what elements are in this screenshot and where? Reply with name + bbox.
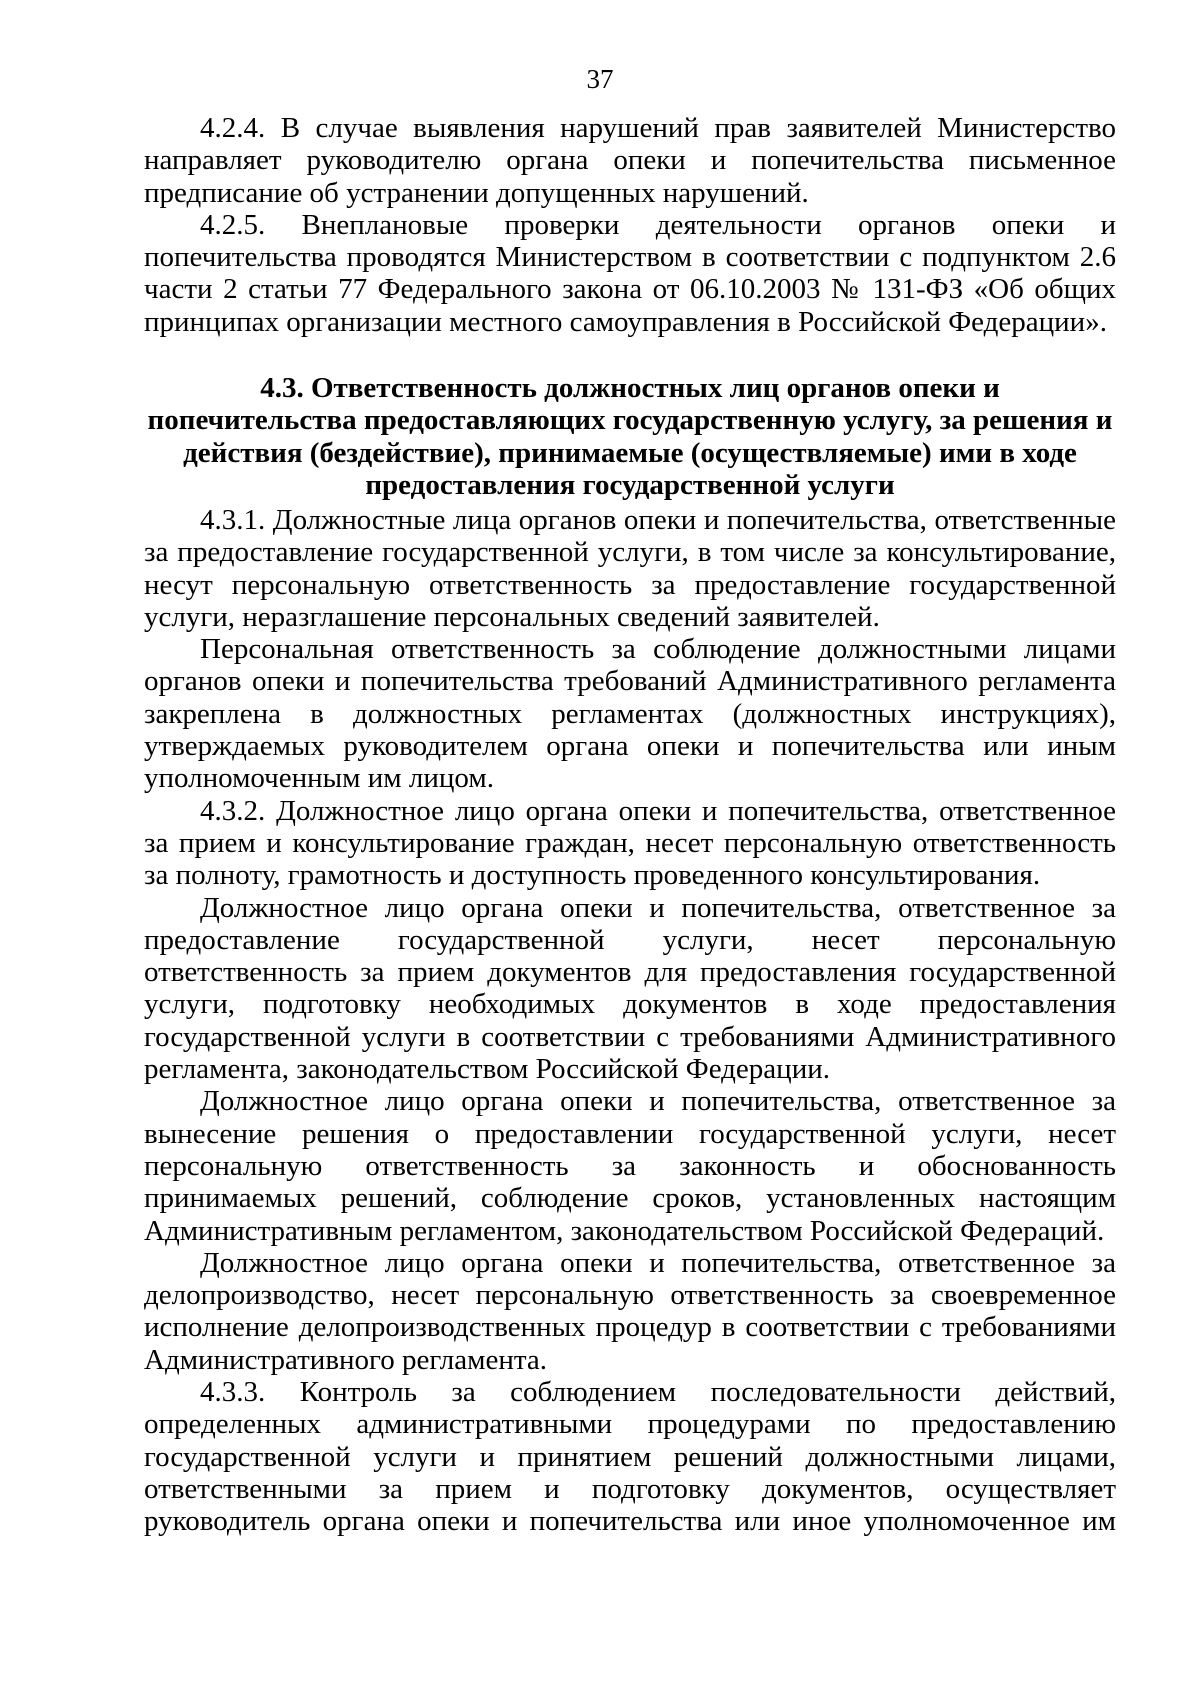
paragraph-4-2-5: 4.2.5. Внеплановые проверки деятельности органов опеки и попечительства проводятся Министерством в соответствии с подпунктом 2.6 части 2 статьи 77 Федерального закона от 06.10.2003 № 131-ФЗ «Об общих принципах организации местного самоуправления в Российской Федерации». xyxy=(144,208,1116,338)
page-number: 37 xyxy=(586,64,614,94)
paragraph-decision-making: Должностное лицо органа опеки и попечительства, ответственное за вынесение решения о предоставлении государственной услуги, несет персональную ответственность за законность и обоснованность принимаемых решений, соблюдение сроков, установленных настоящим Административным регламентом, законодательством Российской Федераций. xyxy=(144,1085,1116,1247)
paragraph-record-keeping: Должностное лицо органа опеки и попечительства, ответственное за делопроизводство, несет персональную ответственность за своевременное исполнение делопроизводственных процедур в соответствии с требованиями Административного регламента. xyxy=(144,1246,1116,1376)
section-4-2-text xyxy=(144,112,1116,338)
paragraph-4-3-3: 4.3.3. Контроль за соблюдением последовательности действий, определенных административными процедурами по предоставлению государственной услуги и принятием решений должностными лицами, ответственными за прием и подготовку документов, осуществляет руководитель органа опеки и попечительства или иное уполномоченное им xyxy=(144,1376,1116,1538)
heading-line: 4.3. Ответственность должностных лиц органов опеки и xyxy=(260,372,1000,404)
paragraph-document-intake: Должностное лицо органа опеки и попечительства, ответственное за предоставление государственной услуги, несет персональную ответственность за прием документов для предоставления государственной услуги, подготовку необходимых документов в ходе предоставления государственной услуги в соответствии с требованиями Административного регламента, законодательством Российской Федерации. xyxy=(144,891,1116,1086)
paragraph-personal-responsibility: Персональная ответственность за соблюдение должностными лицами органов опеки и попечительства требований Административного регламента закреплена в должностных регламентах (должностных инструкциях), утверждаемых руководителем органа опеки и попечительства или иным уполномоченным им лицом. xyxy=(144,633,1116,795)
section-4-3-text xyxy=(144,504,1116,1538)
heading-line: предоставления государственной услуги xyxy=(365,468,895,501)
paragraph-4-3-2: 4.3.2. Должностное лицо органа опеки и попечительства, ответственное за прием и консультирование граждан, несет персональную ответственность за полноту, грамотность и доступность проведенного консультирования. xyxy=(144,794,1116,892)
section-heading-4-3 xyxy=(144,372,1116,501)
heading-line: действия (бездействие), принимаемые (осуществляемые) ими в ходе xyxy=(183,436,1077,469)
paragraph-4-2-4: 4.2.4. В случае выявления нарушений прав заявителей Министерство направляет руководителю органа опеки и попечительства письменное предписание об устранении допущенных нарушений. xyxy=(144,112,1116,209)
paragraph-4-3-1: 4.3.1. Должностные лица органов опеки и попечительства, ответственные за предоставление государственной услуги, в том числе за консультирование, несут персональную ответственность за предоставление государственной услуги, неразглашение персональных сведений заявителей. xyxy=(144,504,1116,633)
heading-line: попечительства предоставляющих государственную услугу, за решения и xyxy=(147,404,1113,437)
